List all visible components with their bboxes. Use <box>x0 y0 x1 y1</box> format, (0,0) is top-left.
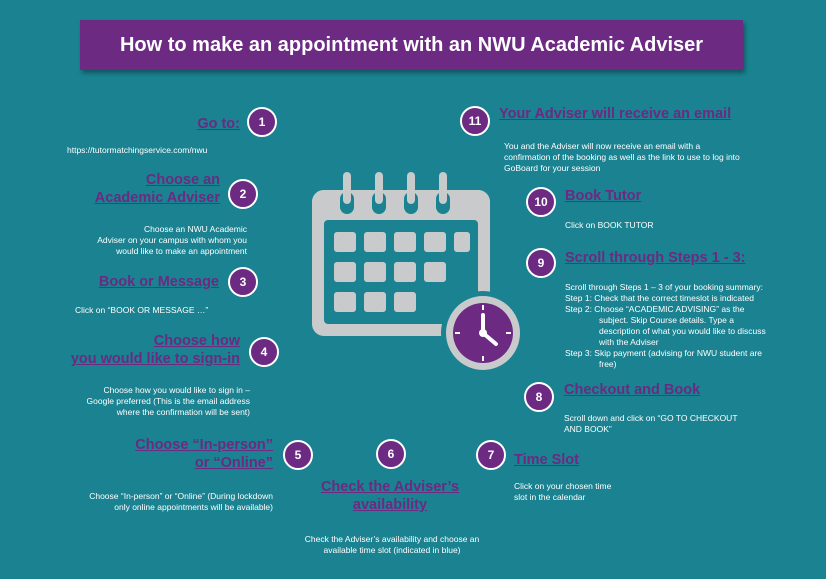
step-5-heading: Choose “In-person” or “Online” <box>135 437 273 471</box>
step-1-heading: Go to: <box>197 116 240 132</box>
step-3-description: Click on “BOOK OR MESSAGE …” <box>75 305 209 315</box>
step-6-number: 6 <box>376 439 406 469</box>
step-8-description: Scroll down and click on “GO TO CHECKOUT AND BOOK” <box>564 413 738 434</box>
step-8-number: 8 <box>524 382 554 412</box>
step-4-heading: Choose how you would like to sign-in <box>70 333 240 367</box>
step-2-heading: Choose an Academic Adviser <box>94 172 220 206</box>
step-5-number: 5 <box>283 440 313 470</box>
step-7-heading: Time Slot <box>514 452 579 468</box>
step-9-heading: Scroll through Steps 1 - 3: <box>565 250 746 266</box>
step-6-description: Check the Adviser’s availability and choose an available time slot (indicated in blue) <box>304 534 480 555</box>
step-4-description: Choose how you would like to sign in – Google preferred (This is the email address where the confirmation will be sent) <box>86 385 250 417</box>
step-3-heading: Book or Message <box>98 274 219 290</box>
step-5-description: Choose “In-person” or “Online” (During lockdown only online appointments will be available) <box>89 491 273 512</box>
step-11-description: You and the Adviser will now receive an email with a confirmation of the booking as well as the link to use to log into GoBoard for your session <box>504 141 740 173</box>
step-11-number: 11 <box>460 106 490 136</box>
step-8-heading: Checkout and Book <box>564 382 701 398</box>
step-7-description: Click on your chosen time slot in the calendar <box>514 481 612 502</box>
step-1-number: 1 <box>247 107 277 137</box>
step-9-number: 9 <box>526 248 556 278</box>
step-10-number: 10 <box>526 187 556 217</box>
step-2-description: Choose an NWU Academic Adviser on your campus with whom you would like to make an appointment <box>97 224 247 256</box>
step-10-heading: Book Tutor <box>565 188 642 204</box>
step-10-description: Click on BOOK TUTOR <box>565 220 654 230</box>
step-6-heading: Check the Adviser’s availability <box>320 479 460 513</box>
step-3-number: 3 <box>228 267 258 297</box>
step-11-heading: Your Adviser will receive an email <box>499 106 732 122</box>
step-2-number: 2 <box>228 179 258 209</box>
step-7-number: 7 <box>476 440 506 470</box>
step-1-description: https://tutormatchingservice.com/nwu <box>67 145 208 155</box>
step-4-number: 4 <box>249 337 279 367</box>
step-9-description: Scroll through Steps 1 – 3 of your booking summary: Step 1: Check that the correct timeslot is indicated Step 2: Choose “ACADEMIC ADVISING” as the subject. Skip Course details. Type a description of what you would like to discuss with the Adviser Step 3: Skip payment (advising for NWU student are free) <box>565 282 766 369</box>
page-title: How to make an appointment with an NWU Academic Adviser <box>80 20 743 70</box>
clock-icon <box>438 288 528 378</box>
